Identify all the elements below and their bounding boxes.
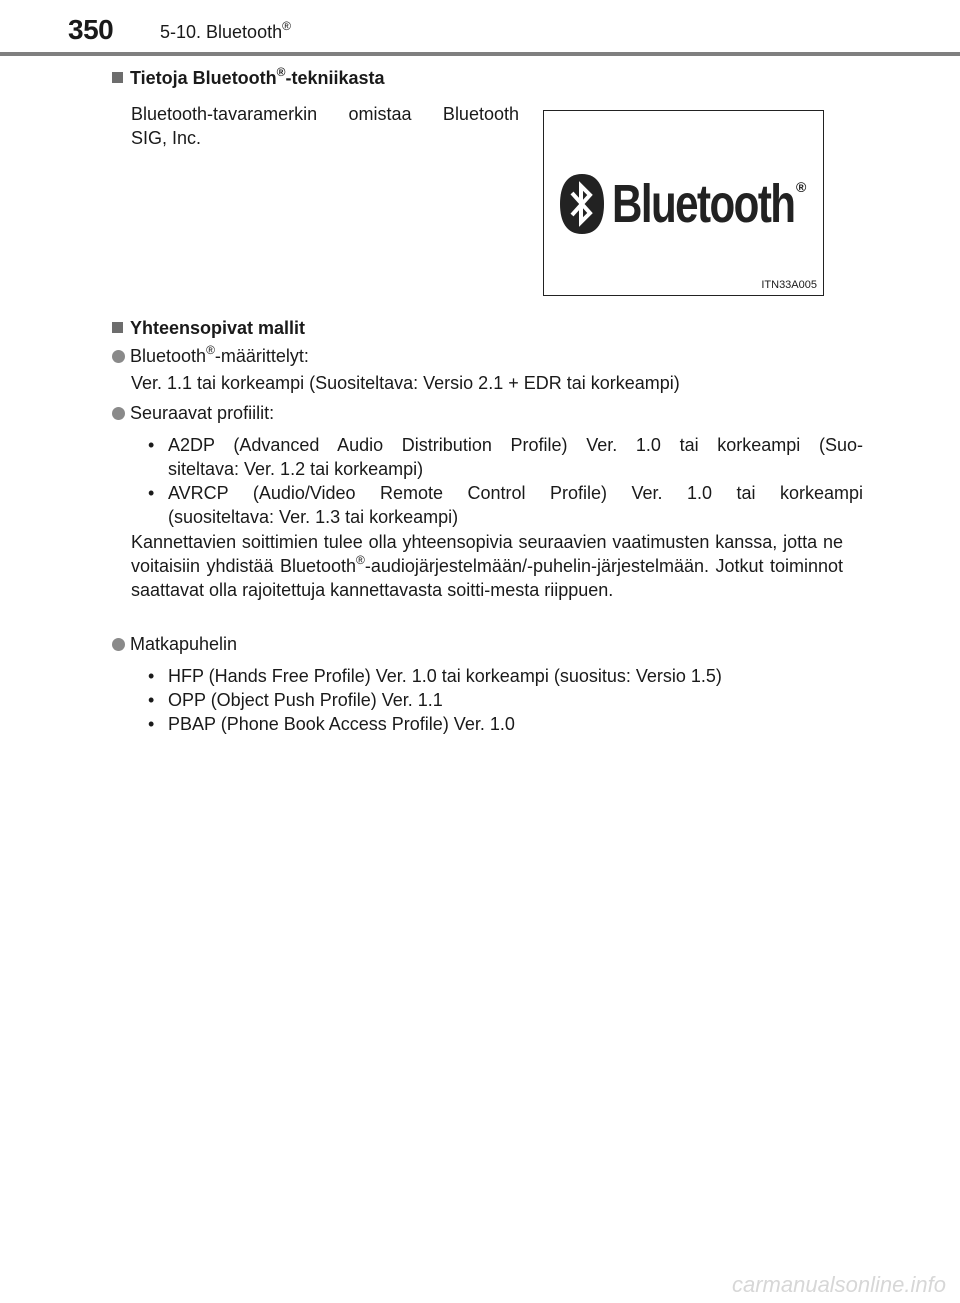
heading-about-bluetooth: Tietoja Bluetooth®-tekniikasta <box>112 68 385 89</box>
spec-text: Ver. 1.1 tai korkeampi (Suositeltava: Versio 2.1 + EDR tai korkeampi) <box>131 373 680 393</box>
header-rule <box>0 52 960 56</box>
heading-compatible-models: Yhteensopivat mallit <box>112 318 305 339</box>
profile-item-avrcp: • AVRCP (Audio/Video Remote Control Profile) Ver. 1.0 tai korkeampi (suositeltava: Ver. 1.3 tai korkeampi) <box>148 483 863 527</box>
section-title: 5-10. Bluetooth® <box>160 19 291 42</box>
registered-mark: ® <box>282 19 291 33</box>
square-bullet-icon <box>112 322 123 333</box>
portable-player-paragraph: Kannettavien soittimien tulee olla yhteensopivia seuraavien vaatimusten kanssa, jotta ne voitaisiin yhdistää Bluetooth®-audiojärjestelmään/-puhelin-järjestelmään. Jotkut toiminnot saattavat olla rajoitettuja kannettavasta soitti-mesta riippuen. <box>131 532 843 600</box>
bullet-phone: Matkapuhelin <box>112 634 237 655</box>
profile-item-a2dp: • A2DP (Advanced Audio Distribution Profile) Ver. 1.0 tai korkeampi (Suo- siteltava: Ver. 1.2 tai korkeampi) <box>148 435 863 479</box>
bullet-profiles: Seuraavat profiilit: <box>112 403 274 424</box>
phone-item-opp: • OPP (Object Push Profile) Ver. 1.1 <box>148 690 443 710</box>
watermark: carmanualsonline.info <box>731 1272 946 1297</box>
round-bullet-icon <box>112 407 125 420</box>
round-bullet-icon <box>112 350 125 363</box>
bluetooth-icon <box>558 173 606 235</box>
round-bullet-icon <box>112 638 125 651</box>
bluetooth-wordmark: Bluetooth <box>612 174 795 234</box>
trademark-text: Bluetooth-tavaramerkin omistaa Bluetooth SIG, Inc. <box>131 104 519 148</box>
figure-code: ITN33A005 <box>761 279 817 291</box>
bullet-spec: Bluetooth®-määrittelyt: <box>112 346 309 367</box>
bluetooth-logo-figure <box>543 110 824 296</box>
page-number: 350 <box>68 14 114 45</box>
phone-item-pbap: • PBAP (Phone Book Access Profile) Ver. 1.0 <box>148 714 515 734</box>
logo-registered-mark: ® <box>796 179 807 195</box>
square-bullet-icon <box>112 72 123 83</box>
page-header <box>0 0 960 58</box>
phone-item-hfp: • HFP (Hands Free Profile) Ver. 1.0 tai korkeampi (suositus: Versio 1.5) <box>148 666 722 686</box>
